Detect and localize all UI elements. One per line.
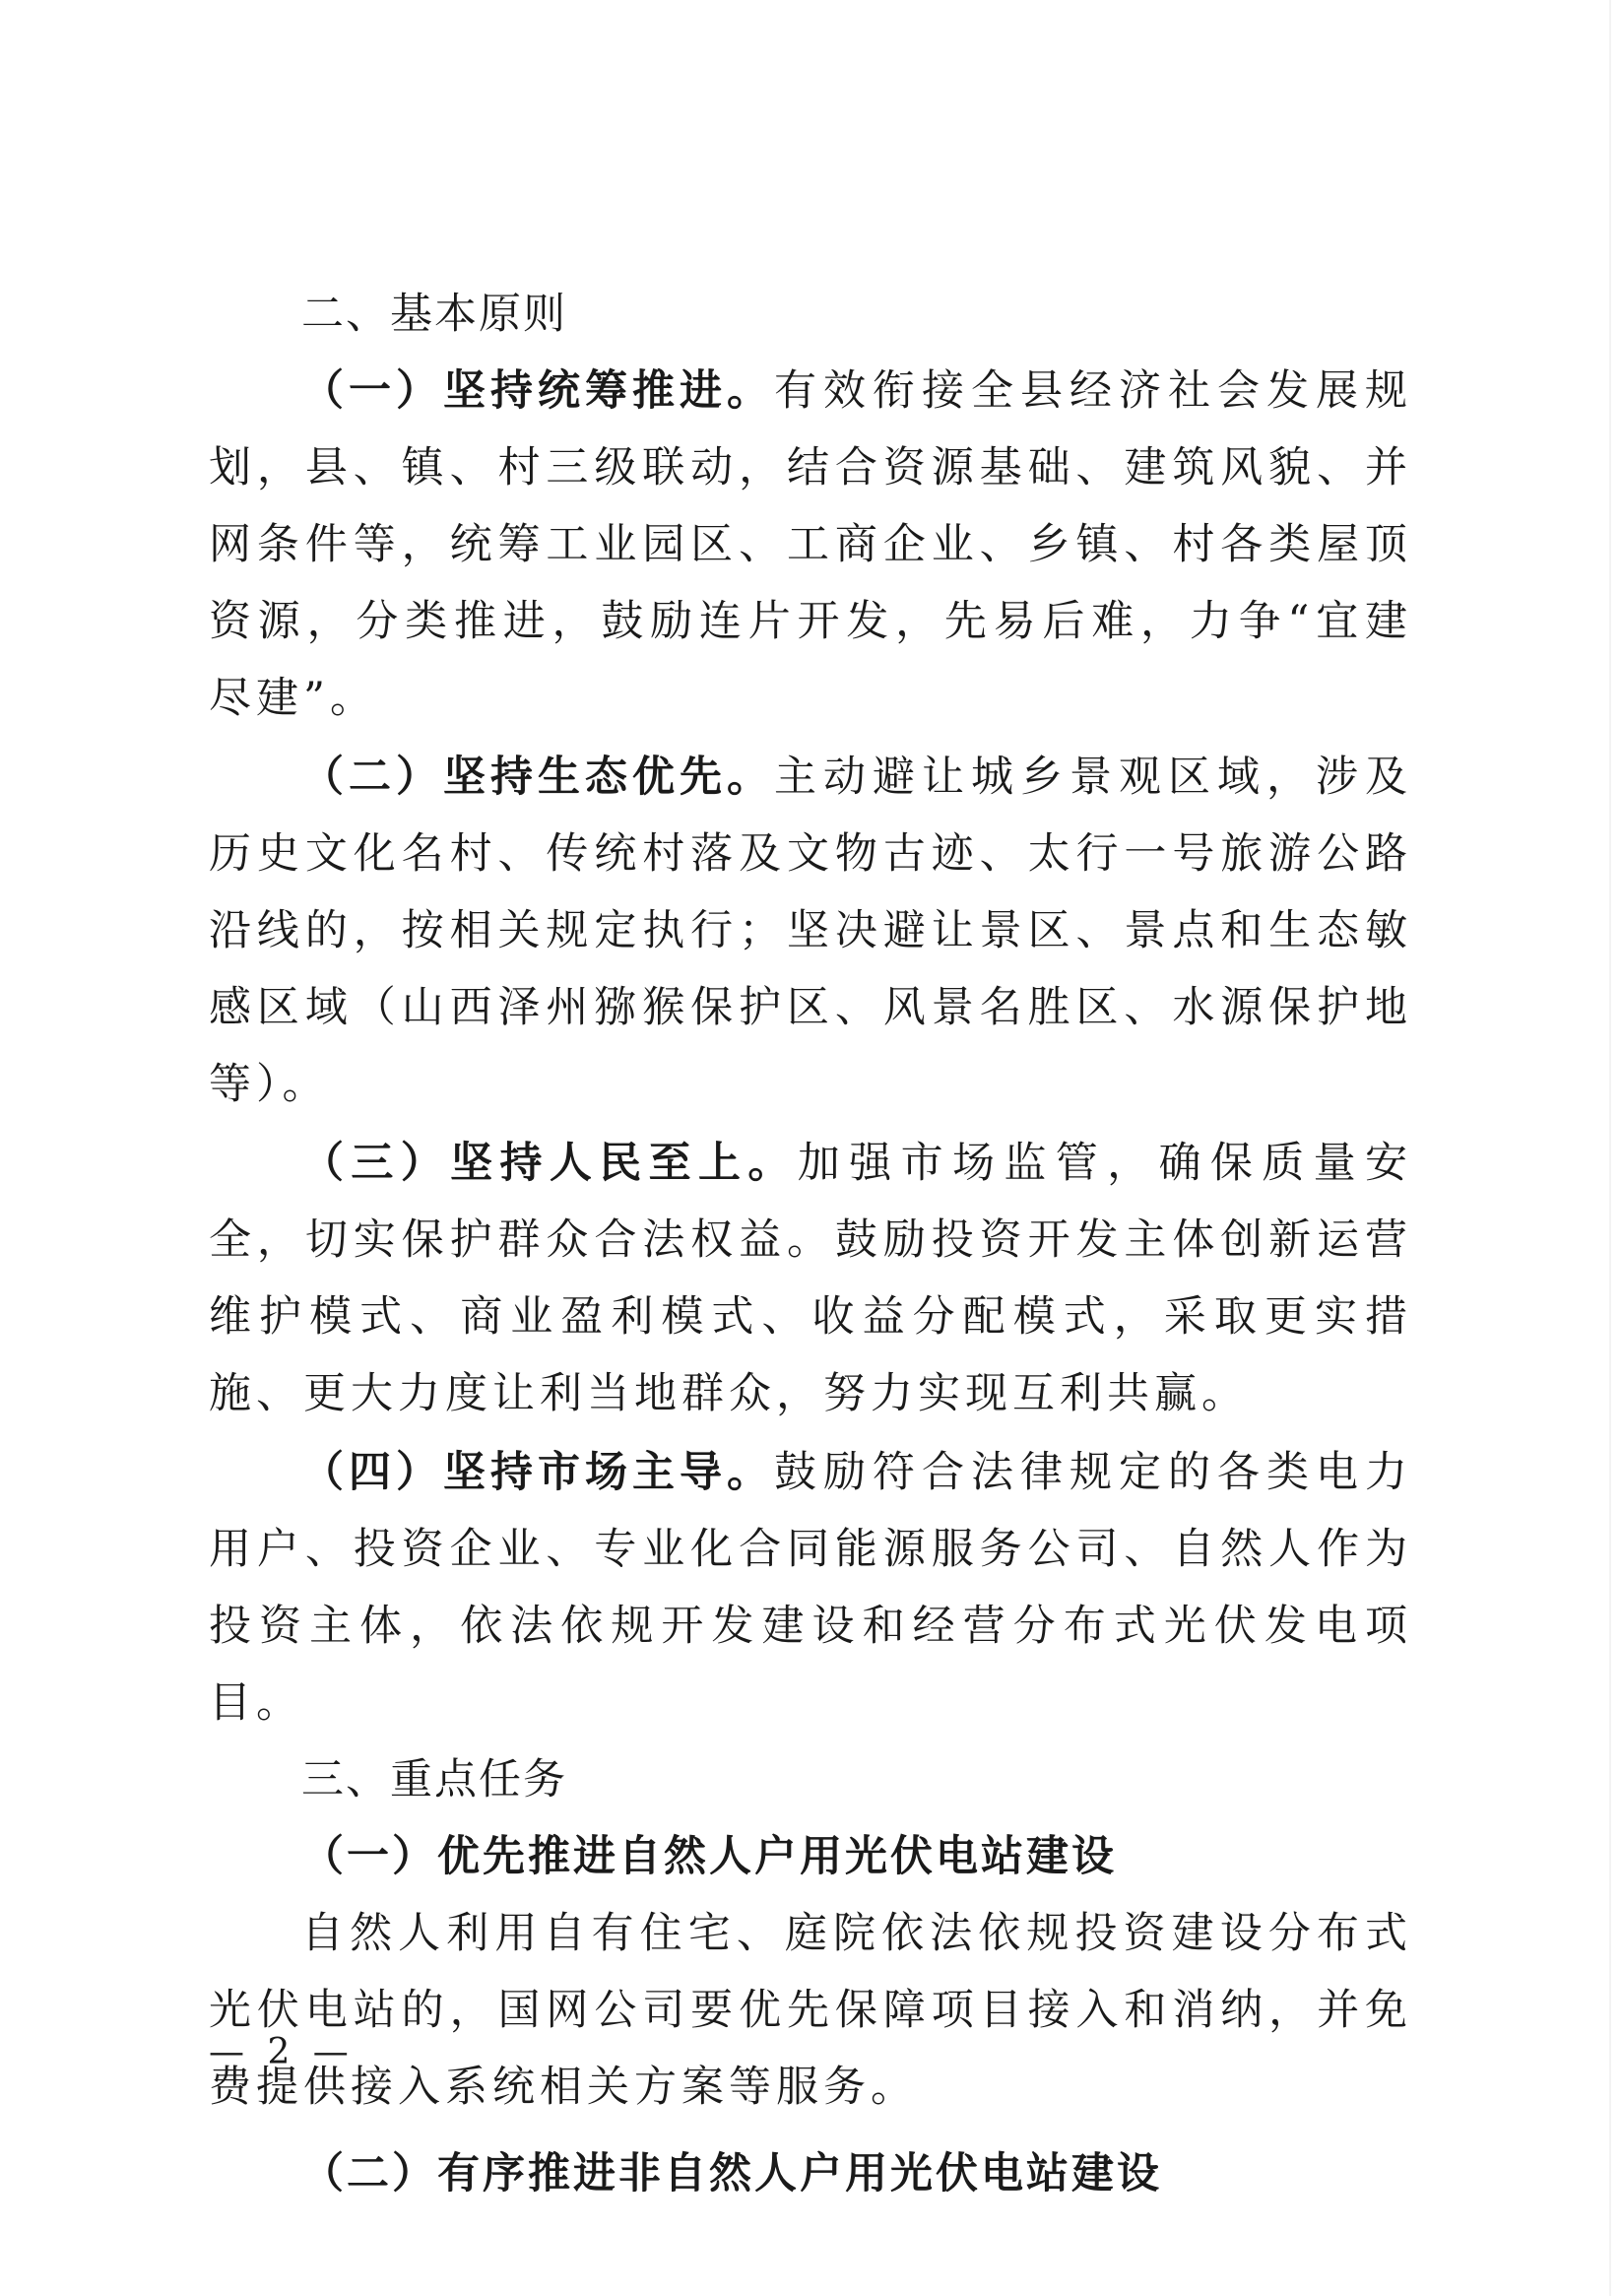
principle-title-1: （一）坚持统筹推进。 xyxy=(301,366,774,416)
page-number: — 2 — xyxy=(209,2032,355,2072)
task-subheading-1: （一）优先推进自然人户用光伏电站建设 xyxy=(301,1832,1117,1881)
principle-text-2: 主动避让城乡景观区域，涉及历史文化名村、传统村落及文物古迹、太行一号旅游公路沿线的，按相关规定执行；坚决避让景区、景点和生态敏感区域（山西泽州猕猴保护区、风景名胜区、水源保护地等）。 xyxy=(209,753,1412,1109)
principle-paragraph-3 xyxy=(209,1125,1412,1432)
principle-text-4: 鼓励符合法律规定的各类电力用户、投资企业、专业化合同能源服务公司、自然人作为投资主体，依法依规开发建设和经营分布式光伏发电项目。 xyxy=(209,1448,1412,1728)
principle-paragraph-2 xyxy=(209,739,1412,1123)
section-heading-basic-principles: 二、基本原则 xyxy=(301,290,567,339)
principle-paragraph-4 xyxy=(209,1434,1412,1741)
principle-title-2: （二）坚持生态优先。 xyxy=(301,753,774,802)
principle-text-1: 有效衔接全县经济社会发展规划，县、镇、村三级联动，结合资源基础、建筑风貌、并网条件等，统筹工业园区、工商企业、乡镇、村各类屋顶资源，分类推进，鼓励连片开发，先易后难，力争“宜建尽建”。 xyxy=(209,366,1412,723)
task-paragraph-1: 自然人利用自有住宅、庭院依法依规投资建设分布式光伏电站的，国网公司要优先保障项目接入和消纳，并免费提供接入系统相关方案等服务。 xyxy=(209,1909,1412,2112)
principle-paragraph-1 xyxy=(209,353,1412,737)
task-subheading-2: （二）有序推进非自然人户用光伏电站建设 xyxy=(301,2149,1162,2198)
document-body xyxy=(209,276,1412,2212)
principle-title-4: （四）坚持市场主导。 xyxy=(301,1448,774,1497)
scan-edge-line xyxy=(1609,0,1611,2296)
principle-text-3: 加强市场监管，确保质量安全，切实保护群众合法权益。鼓励投资开发主体创新运营维护模式、商业盈利模式、收益分配模式，采取更实措施、更大力度让利当地群众，努力实现互利共赢。 xyxy=(209,1139,1413,1418)
principle-title-3: （三）坚持人民至上。 xyxy=(301,1139,798,1188)
section-heading-key-tasks: 三、重点任务 xyxy=(301,1755,567,1804)
